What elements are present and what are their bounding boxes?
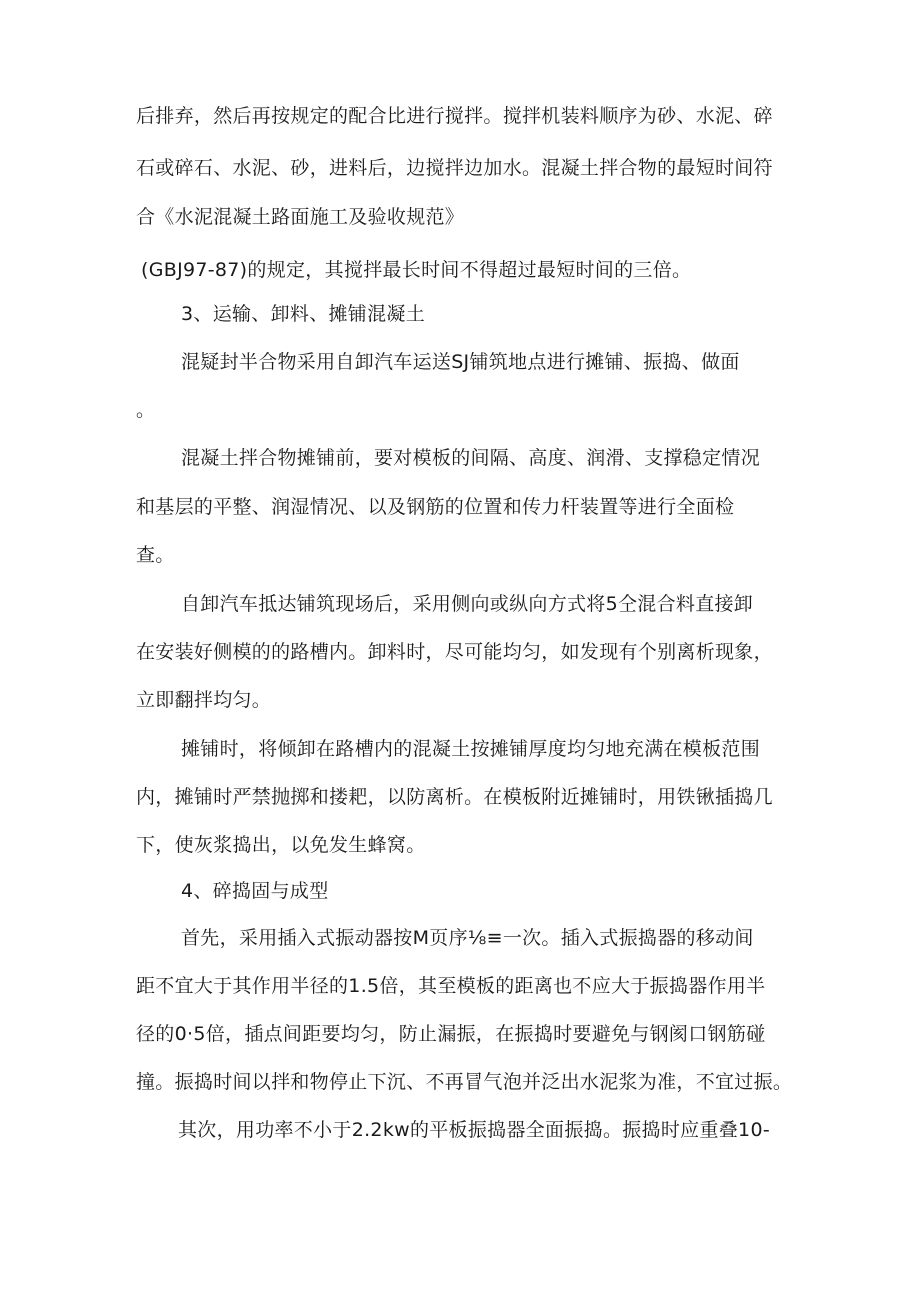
text-line-18: 首先，采用插入式振动器按M页序⅛≡一次。插入式振捣器的移动间: [181, 927, 754, 949]
text-line-11: 自卸汽车抵达铺筑现场后，采用侧向或纵向方式将5仝混合料直接卸: [181, 593, 754, 615]
text-line-6: 混疑封半合物采用自卸汽车运送SJ铺筑地点进行摊铺、振捣、做面: [181, 351, 740, 373]
text-line-15: 内，摊铺时严禁抛掷和搂耙，以防离析。在模板附近摊铺时，用铁锹插捣几: [136, 786, 773, 808]
section-heading-4: 4、碎捣固与成型: [181, 880, 329, 902]
text-line-4: (GBJ97-87)的规定，其搅拌最长时间不得超过最短时间的三倍。: [141, 259, 692, 281]
text-line-1: 后排弃，然后再按规定的配合比进行搅拌。搅拌机装料顺序为砂、水泥、碎: [136, 105, 773, 127]
text-line-9: 和基层的平整、润湿情况、以及钢筋的位置和传力杆装置等进行全面检: [136, 496, 735, 518]
text-line-7: 。: [136, 399, 156, 421]
text-line-10: 查。: [136, 544, 175, 566]
text-line-3: 合《水泥混凝土路面施工及验收规范》: [136, 206, 465, 228]
section-heading-3: 3、运输、卸料、摊铺混凝土: [181, 303, 425, 325]
text-line-16: 下，使灰浆捣出，以免发生蜂窝。: [136, 834, 426, 856]
text-line-19: 距不宜大于其作用半径的1.5倍，其至模板的距离也不应大于振捣器作用半: [136, 975, 766, 997]
text-line-13: 立即翻拌均匀。: [136, 689, 272, 711]
text-line-20: 径的0·5倍，插点间距要均匀，防止漏振，在振捣时要避免与钢阂口钢筋碰: [136, 1023, 766, 1045]
text-line-21: 撞。振捣时间以拌和物停止下沉、不再冒气泡并泛出水泥浆为准，不宜过振。: [136, 1071, 793, 1093]
text-line-14: 摊铺时，将倾卸在路槽内的混凝土按摊铺厚度均匀地充满在模板范围: [181, 738, 761, 760]
text-line-12: 在安装好侧模的的路槽内。卸料时，尽可能均匀，如发现有个别离析现象，: [136, 641, 773, 663]
text-line-22: 其次，用功率不小于2.2kw的平板振捣器全面振捣。振捣时应重叠10-: [178, 1119, 770, 1141]
text-line-8: 混凝土拌合物摊铺前，要对模板的间隔、高度、润滑、支撑稳定情况: [181, 447, 761, 469]
text-line-2: 石或碎石、水泥、砂，进料后，边搅拌边加水。混凝土拌合物的最短时间符: [136, 157, 773, 179]
